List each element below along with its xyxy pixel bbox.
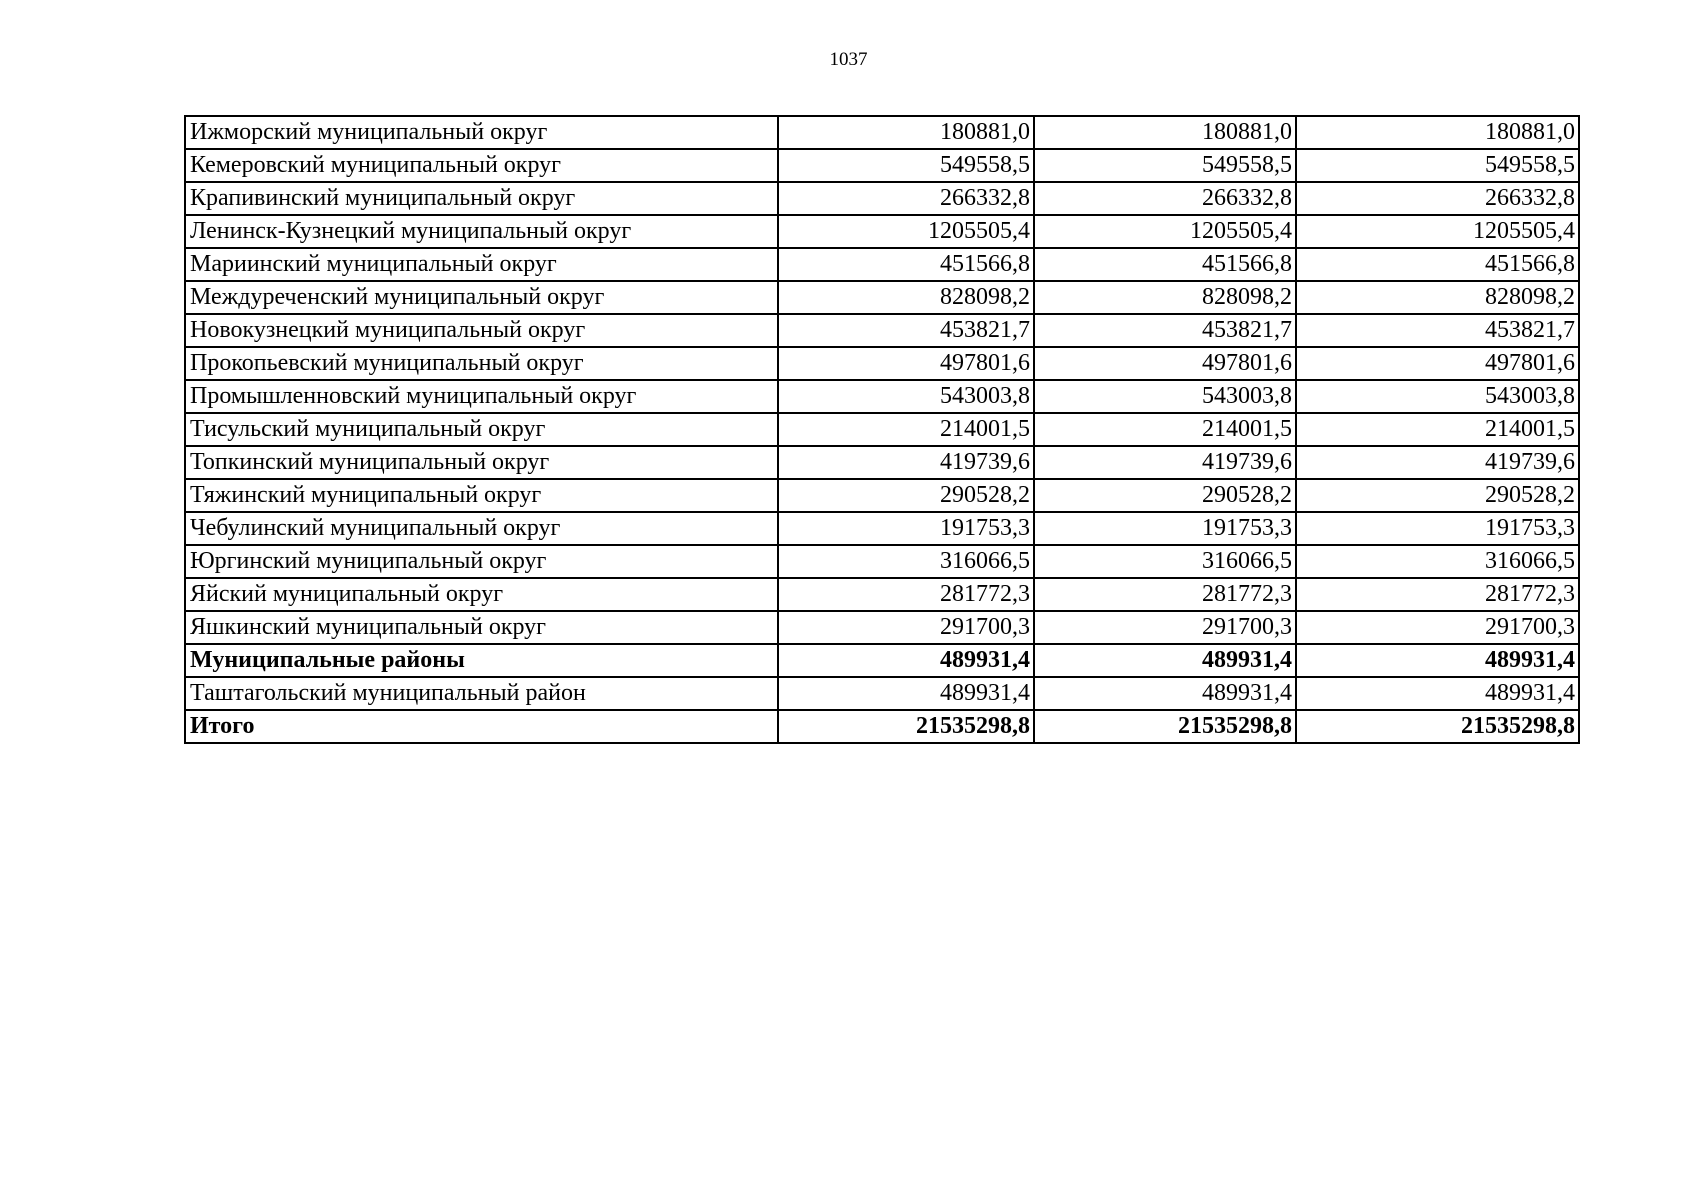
row-name-cell: Междуреченский муниципальный округ [185,281,778,314]
table-row [185,512,1579,545]
row-name-cell: Таштагольский муниципальный район [185,677,778,710]
row-value-cell-2: 489931,4 [1034,644,1296,677]
row-name-cell: Крапивинский муниципальный округ [185,182,778,215]
row-value-cell-3: 828098,2 [1296,281,1579,314]
row-value-cell-3: 191753,3 [1296,512,1579,545]
row-value-cell-2: 489931,4 [1034,677,1296,710]
row-value-cell-1: 21535298,8 [778,710,1034,743]
budget-table [184,115,1580,744]
row-value-cell-2: 316066,5 [1034,545,1296,578]
table-row [185,347,1579,380]
table-row [185,314,1579,347]
row-value-cell-2: 828098,2 [1034,281,1296,314]
row-value-cell-1: 543003,8 [778,380,1034,413]
row-name-cell: Ленинск-Кузнецкий муниципальный округ [185,215,778,248]
row-value-cell-2: 291700,3 [1034,611,1296,644]
row-value-cell-2: 266332,8 [1034,182,1296,215]
table-row [185,281,1579,314]
table-row [185,215,1579,248]
table-row [185,677,1579,710]
row-value-cell-2: 549558,5 [1034,149,1296,182]
row-value-cell-1: 316066,5 [778,545,1034,578]
row-value-cell-1: 180881,0 [778,116,1034,149]
row-value-cell-1: 453821,7 [778,314,1034,347]
row-value-cell-3: 451566,8 [1296,248,1579,281]
row-value-cell-3: 21535298,8 [1296,710,1579,743]
row-value-cell-2: 1205505,4 [1034,215,1296,248]
row-name-cell: Тяжинский муниципальный округ [185,479,778,512]
table-row [185,116,1579,149]
row-value-cell-1: 451566,8 [778,248,1034,281]
row-name-cell: Промышленновский муниципальный округ [185,380,778,413]
row-value-cell-1: 191753,3 [778,512,1034,545]
row-value-cell-2: 281772,3 [1034,578,1296,611]
row-value-cell-1: 549558,5 [778,149,1034,182]
row-value-cell-3: 489931,4 [1296,644,1579,677]
row-value-cell-3: 180881,0 [1296,116,1579,149]
table-row [185,413,1579,446]
row-value-cell-1: 1205505,4 [778,215,1034,248]
row-value-cell-1: 290528,2 [778,479,1034,512]
row-value-cell-3: 1205505,4 [1296,215,1579,248]
row-name-cell: Топкинский муниципальный округ [185,446,778,479]
row-value-cell-2: 21535298,8 [1034,710,1296,743]
table-row [185,446,1579,479]
row-value-cell-3: 214001,5 [1296,413,1579,446]
row-name-cell: Итого [185,710,778,743]
row-value-cell-2: 214001,5 [1034,413,1296,446]
row-value-cell-3: 453821,7 [1296,314,1579,347]
row-value-cell-1: 828098,2 [778,281,1034,314]
row-value-cell-2: 419739,6 [1034,446,1296,479]
row-name-cell: Юргинский муниципальный округ [185,545,778,578]
row-name-cell: Тисульский муниципальный округ [185,413,778,446]
row-value-cell-3: 419739,6 [1296,446,1579,479]
row-name-cell: Ижморский муниципальный округ [185,116,778,149]
row-name-cell: Новокузнецкий муниципальный округ [185,314,778,347]
row-value-cell-3: 290528,2 [1296,479,1579,512]
row-value-cell-2: 290528,2 [1034,479,1296,512]
row-name-cell: Чебулинский муниципальный округ [185,512,778,545]
row-name-cell: Кемеровский муниципальный округ [185,149,778,182]
table-row [185,380,1579,413]
row-value-cell-3: 549558,5 [1296,149,1579,182]
row-value-cell-1: 214001,5 [778,413,1034,446]
table-row-total [185,644,1579,677]
table-row [185,182,1579,215]
row-value-cell-3: 497801,6 [1296,347,1579,380]
row-name-cell: Яшкинский муниципальный округ [185,611,778,644]
row-value-cell-2: 191753,3 [1034,512,1296,545]
row-value-cell-3: 543003,8 [1296,380,1579,413]
row-value-cell-1: 291700,3 [778,611,1034,644]
table-row [185,611,1579,644]
row-name-cell: Яйский муниципальный округ [185,578,778,611]
row-value-cell-1: 419739,6 [778,446,1034,479]
page-number: 1037 [829,49,868,70]
row-value-cell-3: 266332,8 [1296,182,1579,215]
row-value-cell-2: 451566,8 [1034,248,1296,281]
table-row [185,479,1579,512]
table-row [185,545,1579,578]
row-value-cell-3: 316066,5 [1296,545,1579,578]
row-value-cell-2: 180881,0 [1034,116,1296,149]
row-name-cell: Муниципальные районы [185,644,778,677]
row-value-cell-1: 497801,6 [778,347,1034,380]
row-name-cell: Прокопьевский муниципальный округ [185,347,778,380]
row-value-cell-1: 266332,8 [778,182,1034,215]
table-row [185,248,1579,281]
table-row [185,149,1579,182]
table-body [185,116,1579,743]
row-value-cell-1: 281772,3 [778,578,1034,611]
row-value-cell-2: 497801,6 [1034,347,1296,380]
table-row [185,578,1579,611]
row-value-cell-1: 489931,4 [778,677,1034,710]
row-value-cell-2: 543003,8 [1034,380,1296,413]
row-value-cell-3: 291700,3 [1296,611,1579,644]
row-name-cell: Мариинский муниципальный округ [185,248,778,281]
row-value-cell-3: 489931,4 [1296,677,1579,710]
table-row-total [185,710,1579,743]
row-value-cell-3: 281772,3 [1296,578,1579,611]
row-value-cell-1: 489931,4 [778,644,1034,677]
row-value-cell-2: 453821,7 [1034,314,1296,347]
